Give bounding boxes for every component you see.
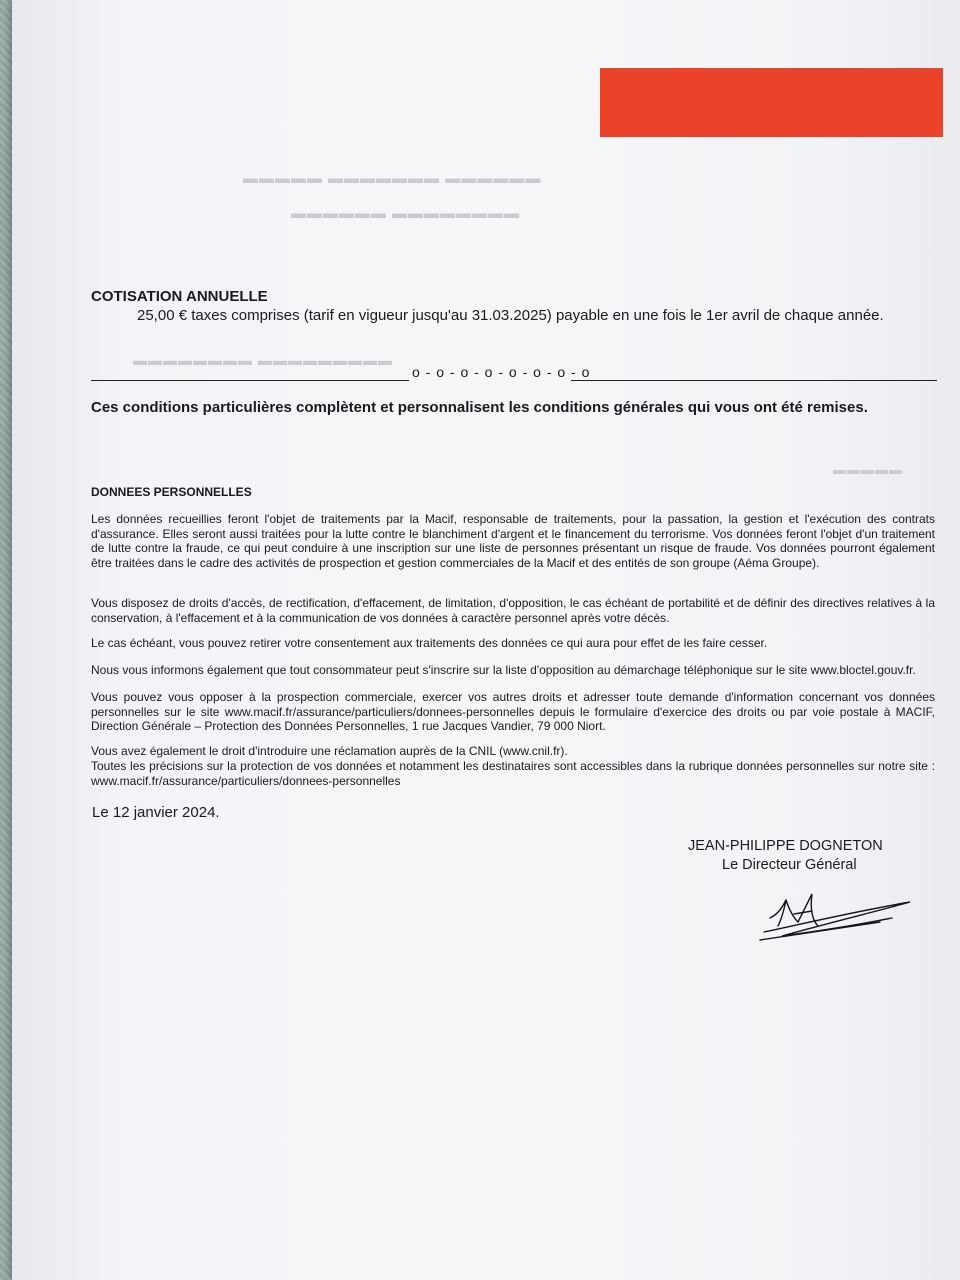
handwritten-signature [742,888,912,953]
show-through-shadow: ▬▬▬▬▬▬▬▬▬ ▬▬▬▬▬▬▬▬ [132,352,392,368]
cotisation-text: 25,00 € taxes comprises (tarif en vigueur jusqu'au 31.03.2025) payable en une fois le 1er avril de chaque année. [137,307,884,324]
dp-paragraph-opposition: Vous pouvez vous opposer à la prospection commerciale, exercer vos autres droits et adresser toute demande d'information concernant vos données personnelles sur le site www.macif.fr/assurance/particuliers/donnees-personnelles depuis le formulaire d'exercice des droits ou par voie postale à MACIF, Direction Générale – Protection des Données Personnelles, 1 rue Jacques Vandier, 79 000 Niort. [91,690,935,733]
letter-date: Le 12 janvier 2024. [92,804,220,821]
divider-line-right [571,380,937,381]
dp-paragraph-bloctel: Nous vous informons également que tout consommateur peut s'inscrire sur la liste d'opposition au démarchage téléphonique sur le site www.bloctel.gouv.fr. [91,663,916,677]
redaction-block [600,68,943,137]
dp-paragraph-consentement: Le cas échéant, vous pouvez retirer votre consentement aux traitements des données ce qui aura pour effet de les faire cesser. [91,636,768,650]
dp-paragraph-droits: Vous disposez de droits d'accès, de rectification, d'effacement, de limitation, d'opposition, le cas échéant de portabilité et de définir des directives relatives à la conservation, à l'effacement et à la communication de vos données à caractère personnel après votre décès. [91,596,935,625]
donnees-personnelles-heading: DONNEES PERSONNELLES [91,485,252,499]
signatory-name: JEAN-PHILIPPE DOGNETON [688,838,883,854]
conditions-statement: Ces conditions particulières complètent et personnalisent les conditions générales qui vous ont été remises. [91,399,868,416]
show-through-shadow: ▬▬▬▬▬ [832,462,902,477]
signatory-title: Le Directeur Général [722,857,857,873]
dp-paragraph-cnil: Vous avez également le droit d'introduire une réclamation auprès de la CNIL (www.cnil.fr). [91,744,568,758]
dp-paragraph-precisions: Toutes les précisions sur la protection de vos données et notamment les destinataires sont accessibles dans la rubrique données personnelles sur notre site : www.macif.fr/assurance/particuliers/donnees-personnelles [91,759,935,788]
divider-ornament: o - o - o - o - o - o - o - o [412,364,591,380]
cotisation-title: COTISATION ANNUELLE [91,288,268,305]
letter-page [12,0,960,1280]
show-through-shadow: ▬▬▬▬▬▬ ▬▬▬▬▬▬▬ ▬▬▬▬▬ [242,170,541,187]
show-through-shadow: ▬▬▬▬▬▬▬▬ ▬▬▬▬▬▬ [290,205,520,222]
dp-paragraph-traitements: Les données recueillies feront l'objet de traitements par la Macif, responsable de traitements, pour la passation, la gestion et l'exécution des contrats d'assurance. Elles seront aussi traitées pour la lutte contre le blanchiment d'argent et le financement du terrorisme. Vos données feront l'objet d'un traitement de lutte contre la fraude, ce qui peut conduire à une inscription sur une liste de personnes présentant un risque de fraude. Vos données pourront également être traitées dans le cadre des activités de prospection et gestion commerciales de la Macif et des entités de son groupe (Aéma Groupe). [91,512,935,570]
divider-line-left [91,380,409,381]
